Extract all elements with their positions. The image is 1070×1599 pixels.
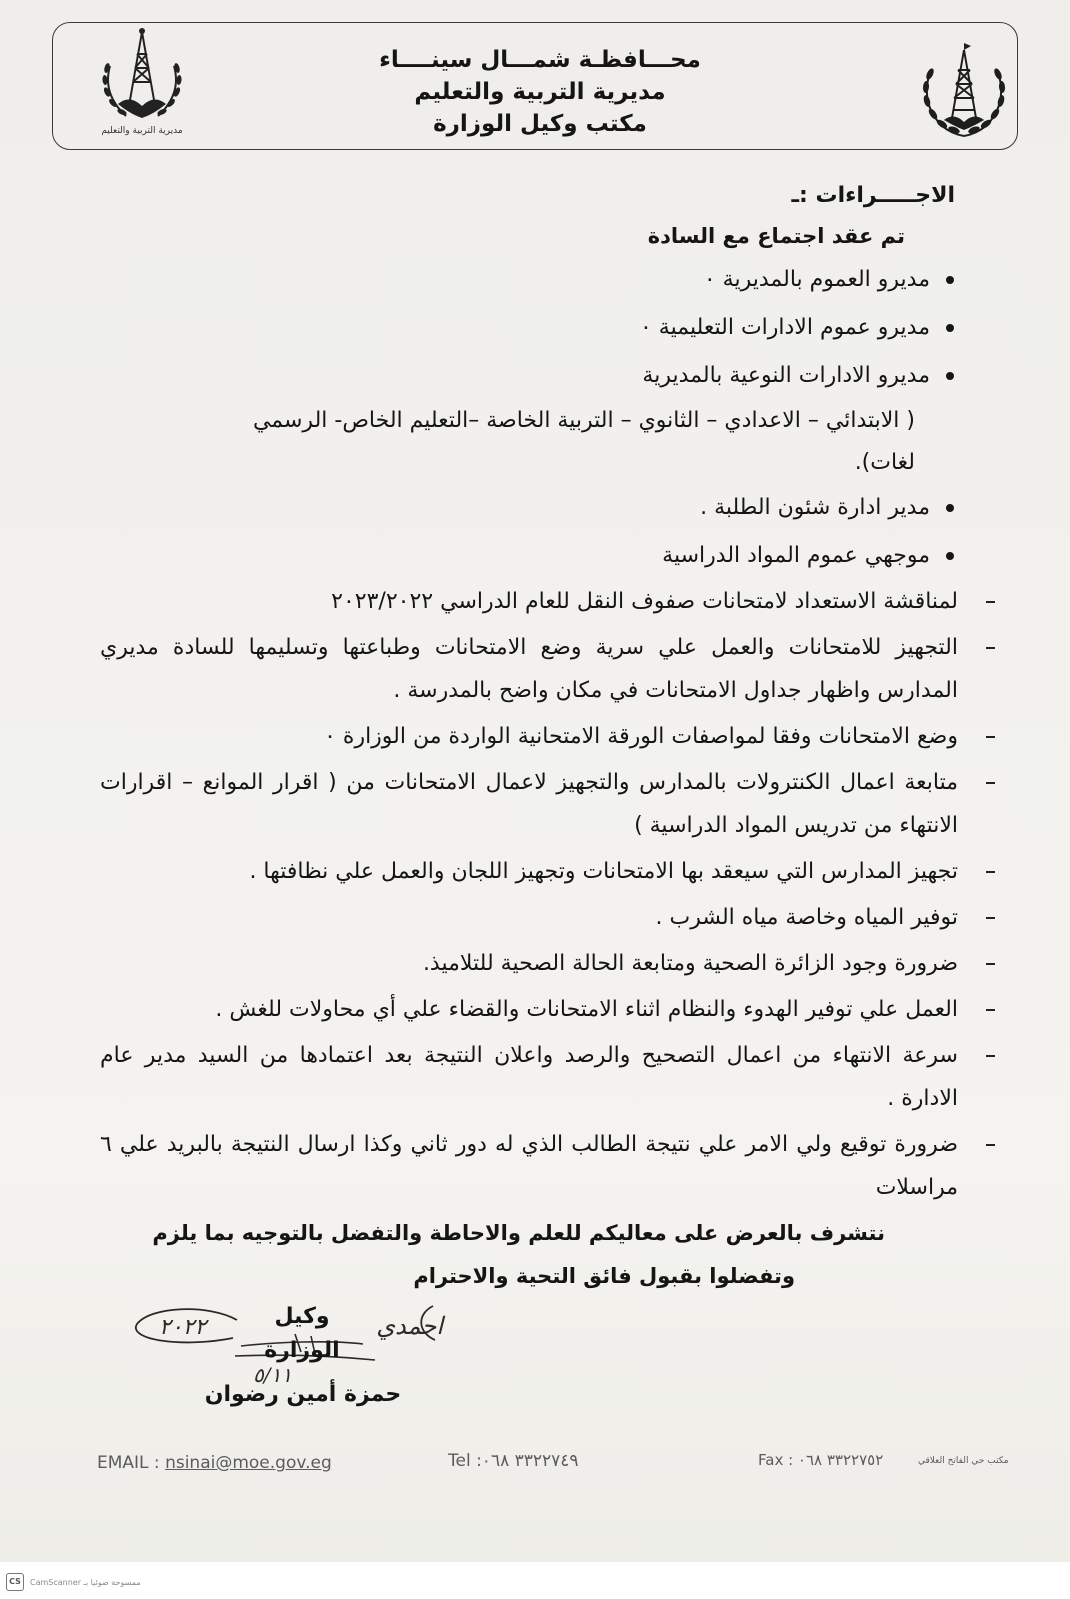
attendee-item — [100, 256, 1000, 304]
dash-marker — [986, 1009, 995, 1011]
meeting-intro: تم عقد اجتماع مع السادة — [647, 224, 905, 248]
procedure-text: ضرورة توقيع ولي الامر علي نتيجة الطالب الذي له دور ثاني وكذا ارسال النتيجة بالبريد علي ٦ مراسلات — [100, 1132, 958, 1200]
closing-remarks — [100, 1212, 1000, 1298]
procedure-text: توفير المياه وخاصة مياه الشرب . — [655, 905, 958, 930]
attendee-text: مدير ادارة شئون الطلبة . — [700, 495, 930, 520]
attendee-text: مديرو عموم الادارات التعليمية ٠ — [639, 315, 930, 340]
dash-marker — [986, 917, 995, 919]
attendee-item — [100, 484, 1000, 532]
email-address: nsinai@moe.gov.eg — [165, 1453, 332, 1473]
closing-line-2: وتفضلوا بقبول فائق التحية والاحترام — [413, 1264, 795, 1288]
directorate-name: مديرية التربية والتعليم — [414, 79, 666, 105]
handwritten-year: ٢٠٢٢ — [159, 1315, 207, 1340]
procedure-item — [100, 1034, 1000, 1120]
dash-marker — [986, 601, 995, 603]
handwritten-date: ٥/١١ — [253, 1363, 292, 1387]
procedure-text: تجهيز المدارس التي سيعقد بها الامتحانات وتجهيز اللجان والعمل علي نظافتها . — [249, 859, 958, 884]
procedure-item — [100, 988, 1000, 1031]
signatory-title: وكيل الوزارة — [264, 1304, 340, 1363]
dash-marker — [986, 1055, 995, 1057]
attendee-text: مديرو الادارات النوعية بالمديرية — [642, 363, 930, 388]
email-label: EMAIL : — [97, 1453, 166, 1473]
document-body — [100, 176, 1000, 1433]
procedure-item — [100, 942, 1000, 985]
dash-marker — [986, 647, 995, 649]
procedure-text: سرعة الانتهاء من اعمال التصحيح والرصد واعلان النتيجة بعد اعتمادها من السيد مدير عام الادارة . — [100, 1043, 958, 1111]
footer-address: مكتب حي الفاتح العلاقي — [918, 1456, 1009, 1466]
procedure-text: ضرورة وجود الزائرة الصحية ومتابعة الحالة الصحية للتلاميذ. — [422, 951, 958, 976]
bullet-icon — [946, 372, 954, 380]
office-name: مكتب وكيل الوزارة — [433, 111, 647, 137]
bullet-icon — [946, 276, 954, 284]
procedure-list — [100, 580, 1000, 1209]
procedure-item — [100, 626, 1000, 712]
attendee-text: موجهي عموم المواد الدراسية — [662, 543, 930, 568]
procedure-text: العمل علي توفير الهدوء والنظام اثناء الامتحانات والقضاء علي أي محاولات للغش . — [215, 997, 958, 1022]
signatory-name: حمزة أمين رضوان — [204, 1382, 402, 1407]
procedure-item — [100, 761, 1000, 847]
letterhead-title — [290, 44, 790, 140]
camscanner-icon: CS — [6, 1573, 24, 1591]
procedures-heading: الاجـــــراءات :ـ — [791, 183, 955, 208]
bullet-icon — [946, 552, 954, 560]
procedure-item — [100, 1123, 1000, 1209]
procedure-item — [100, 896, 1000, 939]
dash-marker — [986, 782, 995, 784]
governorate-name: محـــافظـة شمـــال سينــــاء — [379, 47, 701, 73]
procedure-text: لمناقشة الاستعداد لامتحانات صفوف النقل للعام الدراسي ٢٠٢٣/٢٠٢٢ — [331, 589, 958, 614]
signature-block — [125, 1298, 585, 1433]
attendee-item — [100, 532, 1000, 580]
scanner-watermark — [6, 1573, 141, 1591]
attendee-departments: ( الابتدائي – الاعدادي – الثانوي – التربية الخاصة –التعليم الخاص- الرسمي لغات). — [252, 408, 915, 475]
procedure-item — [100, 580, 1000, 623]
dash-marker — [986, 1144, 995, 1146]
directorate-logo-icon — [92, 26, 192, 126]
procedure-item — [100, 850, 1000, 893]
dash-marker — [986, 736, 995, 738]
governorate-emblem-icon — [914, 40, 1014, 140]
footer-email — [97, 1453, 332, 1473]
attendee-text: مديرو العموم بالمديرية ٠ — [703, 267, 930, 292]
attendee-item — [100, 352, 1000, 400]
handwritten-note: احمدي — [376, 1312, 443, 1340]
bullet-icon — [946, 324, 954, 332]
footer-telephone: Tel :٠٦٨ ٣٣٢٢٧٤٩ — [448, 1451, 579, 1471]
logo-caption: مديرية التربية والتعليم — [101, 126, 183, 136]
attendee-item — [100, 304, 1000, 352]
dash-marker — [986, 871, 995, 873]
procedure-text: التجهيز للامتحانات والعمل علي سرية وضع الامتحانات وطباعتها وتسليمها للسادة مديري المدارس واظهار جداول الامتحانات في مكان واضح بالمدرسة . — [100, 635, 958, 703]
dash-marker — [986, 963, 995, 965]
procedure-item — [100, 715, 1000, 758]
footer-fax: Fax : ٠٦٨ ٣٣٢٢٧٥٢ — [758, 1451, 884, 1469]
bullet-icon — [946, 504, 954, 512]
procedure-text: وضع الامتحانات وفقا لمواصفات الورقة الامتحانية الواردة من الوزارة ٠ — [324, 724, 958, 749]
closing-line-1: نتشرف بالعرض على معاليكم للعلم والاحاطة والتفضل بالتوجيه بما يلزم — [152, 1221, 885, 1245]
procedure-text: متابعة اعمال الكنترولات بالمدارس والتجهيز لاعمال الامتحانات من ( اقرار الموانع – اقرارات الانتهاء من تدريس المواد الدراسية ) — [100, 770, 958, 838]
watermark-text: ممسوحة ضوئيا بـ CamScanner — [30, 1577, 141, 1587]
